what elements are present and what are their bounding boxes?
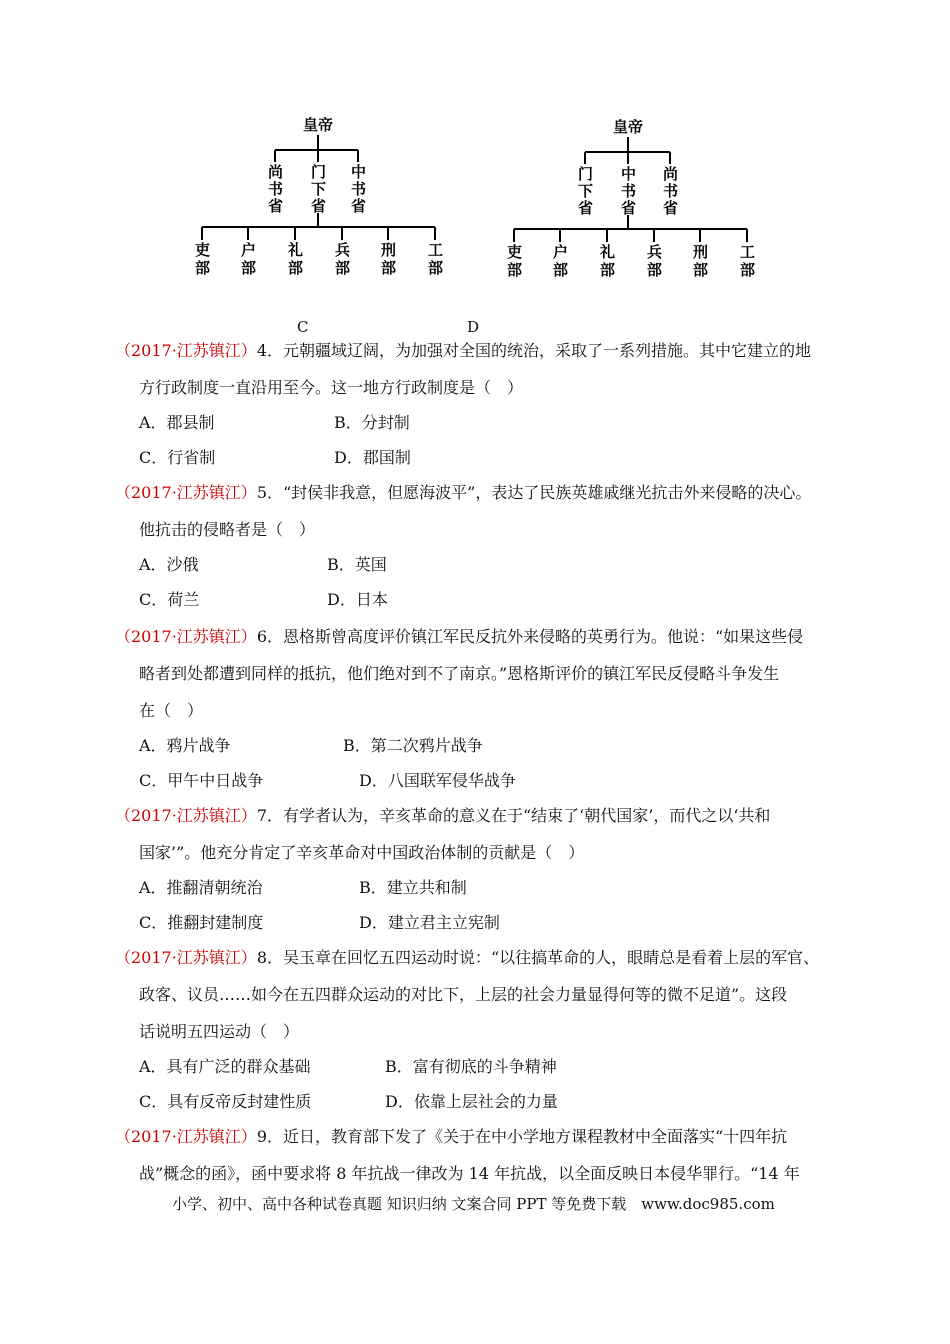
diagram-d-emperor: 皇帝: [613, 118, 644, 136]
diagram-d-dept-0: 吏部: [507, 243, 523, 279]
question-6-line-3: 在（ ）: [139, 701, 204, 720]
org-chart-d: [502, 112, 772, 287]
diagram-d: [502, 112, 772, 287]
question-8-option-b[interactable]: B．富有彻底的斗争精神: [385, 1057, 557, 1076]
diagram-d-dept-1: 户部: [553, 243, 569, 279]
question-4-option-b[interactable]: B．分封制: [334, 413, 410, 432]
org-chart-c: [190, 110, 460, 285]
diagram-c-mid-0: 尚书省: [268, 163, 284, 215]
question-4-option-a[interactable]: A．郡县制: [139, 413, 215, 432]
question-8-option-c[interactable]: C．具有反帝反封建性质: [139, 1092, 312, 1111]
question-5-option-d[interactable]: D．日本: [327, 590, 388, 609]
diagram-c-dept-0: 吏部: [195, 241, 211, 277]
question-8-line-1: （2017·江苏镇江）8．吴玉章在回忆五四运动时说：“以往搞革命的人，眼睛总是看着上层的军官、: [115, 948, 820, 967]
question-4-source: （2017·江苏镇江）: [115, 341, 257, 360]
question-5-option-c[interactable]: C．荷兰: [139, 590, 200, 609]
question-7-option-d[interactable]: D．建立君主立宪制: [359, 913, 500, 932]
question-4-option-c[interactable]: C．行省制: [139, 448, 216, 467]
question-8-option-d[interactable]: D．依靠上层社会的力量: [385, 1092, 558, 1111]
question-4-option-d[interactable]: D．郡国制: [334, 448, 411, 467]
diagram-d-dept-3: 兵部: [647, 243, 663, 279]
question-4-line-2: 方行政制度一直沿用至今。这一地方行政制度是（ ）: [139, 378, 524, 397]
diagram-c-dept-3: 兵部: [335, 241, 351, 277]
diagram-d-dept-4: 刑部: [693, 243, 709, 279]
question-9-line-1: （2017·江苏镇江）9．近日，教育部下发了《关于在中小学地方课程教材中全面落实“十四年抗: [115, 1127, 788, 1146]
question-6-option-a[interactable]: A．鸦片战争: [139, 736, 231, 755]
diagram-d-letter: D: [467, 318, 480, 336]
question-8-source: （2017·江苏镇江）: [115, 948, 257, 967]
question-7-source: （2017·江苏镇江）: [115, 806, 257, 825]
diagram-c-dept-4: 刑部: [381, 241, 397, 277]
question-7-line-1: （2017·江苏镇江）7．有学者认为，辛亥革命的意义在于“结束了‘朝代国家’，而代之以‘共和: [115, 806, 771, 825]
question-8-line-2: 政客、议员……如今在五四群众运动的对比下，上层的社会力量显得何等的微不足道”。这段: [139, 985, 788, 1004]
question-8-line-3: 话说明五四运动（ ）: [139, 1022, 300, 1041]
diagram-c-dept-2: 礼部: [288, 241, 304, 277]
diagram-c-dept-1: 户部: [241, 241, 257, 277]
diagram-c-emperor: 皇帝: [303, 116, 334, 134]
question-9-source: （2017·江苏镇江）: [115, 1127, 257, 1146]
question-6-line-1: （2017·江苏镇江）6．恩格斯曾高度评价镇江军民反抗外来侵略的英勇行为。他说：“如果这些侵: [115, 627, 804, 646]
page-footer[interactable]: 小学、初中、高中各种试卷真题 知识归纳 文案合同 PPT 等免费下载 www.doc985.com: [172, 1195, 775, 1213]
question-5-line-2: 他抗击的侵略者是（ ）: [139, 520, 316, 539]
question-9-line-2: 战”概念的函》，函中要求将 8 年抗战一律改为 14 年抗战，以全面反映日本侵华罪行。“14 年: [139, 1164, 800, 1183]
question-7-option-b[interactable]: B．建立共和制: [359, 878, 467, 897]
diagram-d-middle: [578, 165, 678, 217]
question-7-option-c[interactable]: C．推翻封建制度: [139, 913, 264, 932]
question-5-line-1: （2017·江苏镇江）5．“封侯非我意，但愿海波平”，表达了民族英雄戚继光抗击外来侵略的决心。: [115, 483, 812, 502]
question-5-option-b[interactable]: B．英国: [327, 555, 387, 574]
diagram-c-middle: [268, 163, 366, 215]
diagram-c: [190, 110, 460, 285]
diagram-d-bottom: [507, 243, 755, 279]
question-6-option-c[interactable]: C．甲午中日战争: [139, 771, 264, 790]
question-6-option-b[interactable]: B．第二次鸦片战争: [343, 736, 483, 755]
question-6-option-d[interactable]: D．八国联军侵华战争: [359, 771, 516, 790]
diagram-c-dept-5: 工部: [428, 241, 444, 277]
diagram-d-dept-5: 工部: [740, 243, 756, 279]
question-4-line-1: （2017·江苏镇江）4．元朝疆域辽阔，为加强对全国的统治，采取了一系列措施。其中它建立的地: [115, 341, 811, 360]
diagram-d-mid-2: 尚书省: [663, 165, 679, 217]
diagram-c-letter: C: [297, 318, 309, 336]
question-7-line-2: 国家’”。他充分肯定了辛亥革命对中国政治体制的贡献是（ ）: [139, 843, 585, 862]
diagram-d-mid-1: 中书省: [621, 165, 637, 217]
question-5-source: （2017·江苏镇江）: [115, 483, 257, 502]
question-7-option-a[interactable]: A．推翻清朝统治: [139, 878, 263, 897]
question-6-source: （2017·江苏镇江）: [115, 627, 257, 646]
diagram-c-bottom: [195, 241, 443, 277]
question-5-option-a[interactable]: A．沙俄: [139, 555, 199, 574]
diagram-c-mid-1: 门下省: [311, 163, 327, 215]
diagram-c-mid-2: 中书省: [351, 163, 367, 215]
diagram-d-dept-2: 礼部: [600, 243, 616, 279]
question-8-option-a[interactable]: A．具有广泛的群众基础: [139, 1057, 311, 1076]
diagram-d-mid-0: 门下省: [578, 165, 594, 217]
question-6-line-2: 略者到处都遭到同样的抵抗，他们绝对到不了南京。”恩格斯评价的镇江军民反侵略斗争发生: [139, 664, 780, 683]
